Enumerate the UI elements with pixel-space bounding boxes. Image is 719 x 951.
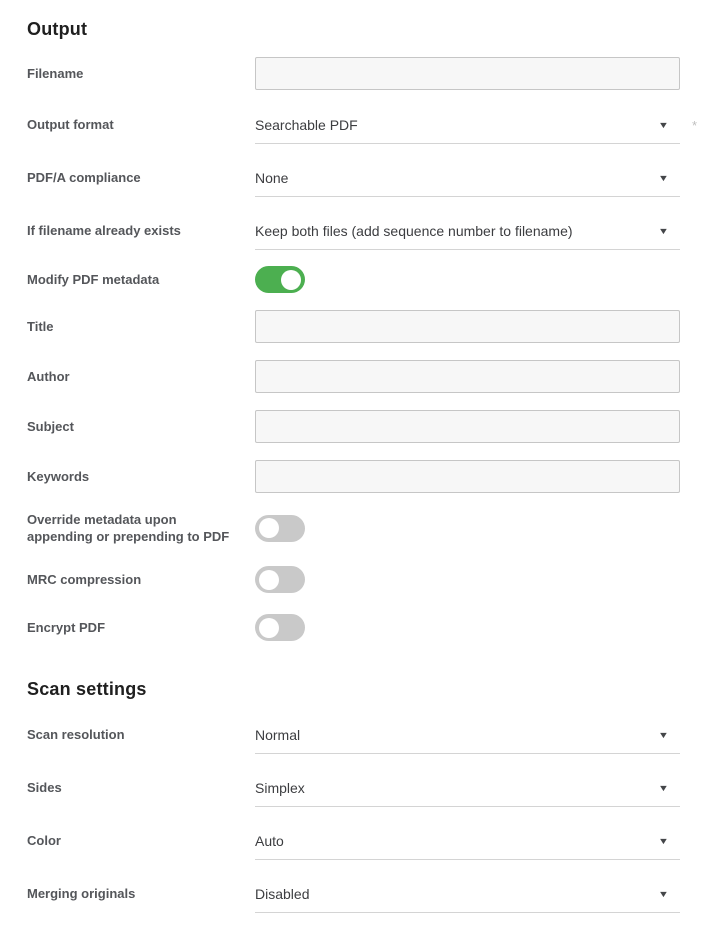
keywords-input[interactable] <box>255 460 680 493</box>
row-pdfa-compliance <box>27 160 680 197</box>
dropdown-arrow-icon: ▼ <box>657 836 670 846</box>
toggle-knob <box>259 618 279 638</box>
override-metadata-control <box>255 515 680 542</box>
keywords-label: Keywords <box>27 469 90 484</box>
row-color <box>27 823 680 860</box>
scan-resolution-label: Scan resolution <box>27 727 125 742</box>
keywords-control <box>255 460 680 493</box>
section-title-scan-settings: Scan settings <box>27 679 147 699</box>
output-format-label: Output format <box>27 117 114 132</box>
required-asterisk: * <box>691 118 697 133</box>
dropdown-arrow-icon: ▼ <box>657 173 670 183</box>
toggle-knob <box>259 570 279 590</box>
select-value: Disabled <box>255 886 310 902</box>
title-label: Title <box>27 319 54 334</box>
modify-pdf-metadata-toggle[interactable] <box>255 266 305 293</box>
dropdown-arrow-icon: ▼ <box>657 730 670 740</box>
filename-control <box>255 57 680 90</box>
row-override-metadata <box>27 511 680 545</box>
subject-control <box>255 410 680 443</box>
subject-label: Subject <box>27 419 74 434</box>
author-input[interactable] <box>255 360 680 393</box>
toggle-knob <box>281 270 301 290</box>
select-value: Auto <box>255 833 284 849</box>
merging-originals-control <box>255 876 680 913</box>
filename-exists-select[interactable] <box>255 213 680 250</box>
row-merging-originals <box>27 876 680 913</box>
sides-label: Sides <box>27 780 62 795</box>
color-label: Color <box>27 833 61 848</box>
color-select[interactable] <box>255 823 680 860</box>
select-value: Normal <box>255 727 301 743</box>
row-encrypt-pdf <box>27 614 680 641</box>
color-control <box>255 823 680 860</box>
scan-resolution-control <box>255 717 680 754</box>
select-value: Searchable PDF <box>255 117 358 133</box>
output-format-control <box>255 107 697 144</box>
select-value: Simplex <box>255 780 305 796</box>
row-modify-pdf-metadata <box>27 266 680 293</box>
encrypt-pdf-control <box>255 614 680 641</box>
row-title <box>27 310 680 343</box>
filename-label: Filename <box>27 66 84 81</box>
encrypt-pdf-toggle[interactable] <box>255 614 305 641</box>
modify-pdf-metadata-label: Modify PDF metadata <box>27 272 160 287</box>
override-metadata-toggle[interactable] <box>255 515 305 542</box>
section-title-output: Output <box>27 19 88 39</box>
dropdown-arrow-icon: ▼ <box>657 120 670 130</box>
output-format-select[interactable] <box>255 107 680 144</box>
dropdown-arrow-icon: ▼ <box>657 889 670 899</box>
sides-select[interactable] <box>255 770 680 807</box>
merging-originals-label: Merging originals <box>27 886 136 901</box>
modify-pdf-metadata-control <box>255 266 680 293</box>
subject-input[interactable] <box>255 410 680 443</box>
title-input[interactable] <box>255 310 680 343</box>
pdfa-compliance-label: PDF/A compliance <box>27 170 141 185</box>
author-control <box>255 360 680 393</box>
row-scan-resolution <box>27 717 680 754</box>
title-control <box>255 310 680 343</box>
select-value: None <box>255 170 289 186</box>
row-filename-exists <box>27 213 680 250</box>
author-label: Author <box>27 369 70 384</box>
row-author <box>27 360 680 393</box>
override-metadata-label: Override metadata upon appending or prepending to PDF <box>27 512 230 544</box>
filename-input[interactable] <box>255 57 680 90</box>
merging-originals-select[interactable] <box>255 876 680 913</box>
row-output-format <box>27 107 697 144</box>
select-value: Keep both files (add sequence number to filename) <box>255 223 573 239</box>
filename-exists-control <box>255 213 680 250</box>
dropdown-arrow-icon: ▼ <box>657 783 670 793</box>
scan-resolution-select[interactable] <box>255 717 680 754</box>
pdfa-compliance-select[interactable] <box>255 160 680 197</box>
sides-control <box>255 770 680 807</box>
row-mrc-compression <box>27 566 680 593</box>
pdfa-compliance-control <box>255 160 680 197</box>
dropdown-arrow-icon: ▼ <box>657 226 670 236</box>
row-sides <box>27 770 680 807</box>
mrc-compression-toggle[interactable] <box>255 566 305 593</box>
mrc-compression-control <box>255 566 680 593</box>
toggle-knob <box>259 518 279 538</box>
row-keywords <box>27 460 680 493</box>
row-subject <box>27 410 680 443</box>
encrypt-pdf-label: Encrypt PDF <box>27 620 106 635</box>
mrc-compression-label: MRC compression <box>27 572 142 587</box>
filename-exists-label: If filename already exists <box>27 223 181 238</box>
row-filename <box>27 57 680 90</box>
